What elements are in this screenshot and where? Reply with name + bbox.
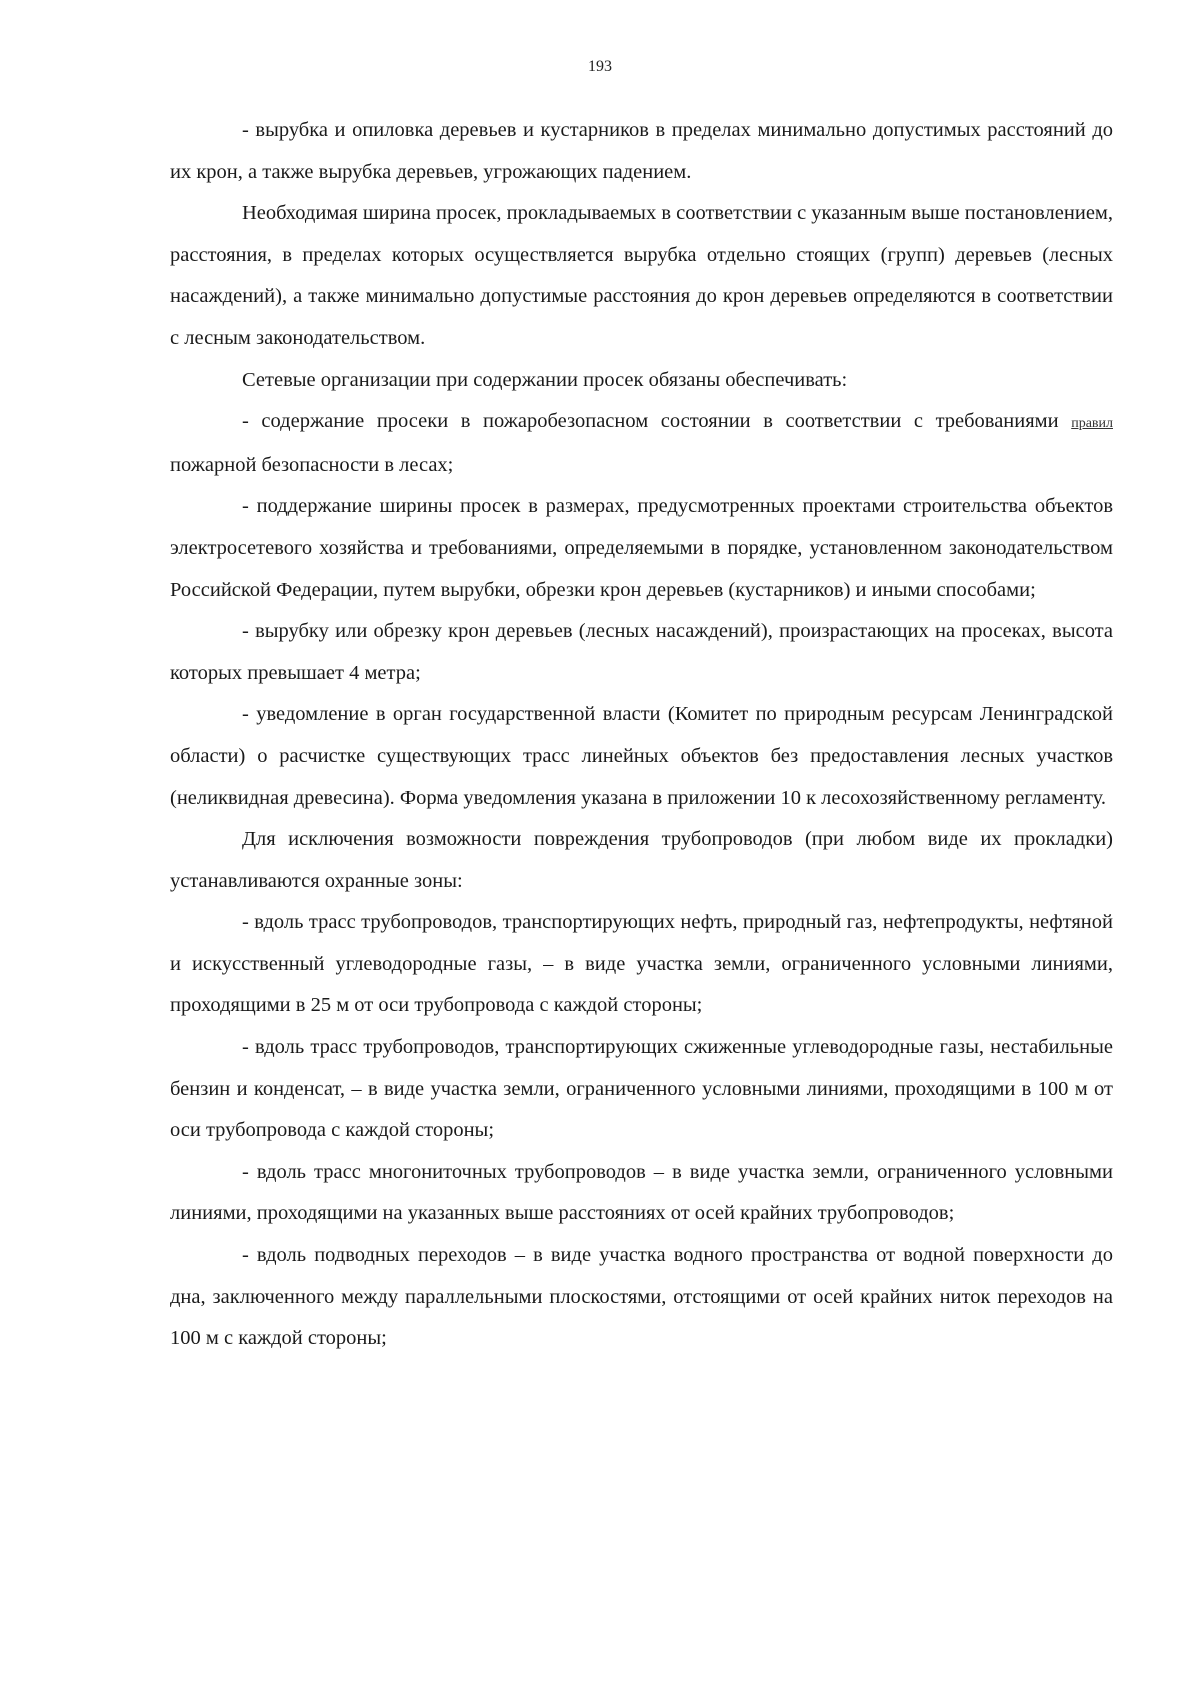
paragraph-oil-gas-pipelines: - вдоль трасс трубопроводов, транспортирующих нефть, природный газ, нефтепродукты, нефтяной и искусственный углеводородные газы, – в виде участка земли, ограниченного условными линиями, проходящими в 25 м от оси трубопровода с каждой стороны; bbox=[170, 911, 1113, 1017]
paragraph-pipeline-protection: Для исключения возможности повреждения трубопроводов (при любом виде их прокладки) устанавливаются охранные зоны: bbox=[170, 828, 1113, 892]
rules-link[interactable]: правил bbox=[1071, 416, 1113, 432]
paragraph-fire-safety bbox=[170, 401, 1113, 486]
paragraph-cutting-trees: - вырубка и опиловка деревьев и кустарников в пределах минимально допустимых расстояний до их крон, а также вырубка деревьев, угрожающих падением. bbox=[170, 119, 1113, 183]
paragraph-liquefied-gas-pipelines: - вдоль трасс трубопроводов, транспортирующих сжиженные углеводородные газы, нестабильные бензин и конденсат, – в виде участка земли, ограниченного условными линиями, проходящими в 100 м от оси трубопровода с каждой стороны; bbox=[170, 1036, 1113, 1142]
paragraph-clearing-maintenance: - поддержание ширины просек в размерах, предусмотренных проектами строительства объектов электросетевого хозяйства и требованиями, определяемыми в порядке, установленном законодательством Российской Федерации, путем вырубки, обрезки крон деревьев (кустарников) и иными способами; bbox=[170, 495, 1113, 601]
fire-safety-text-after: пожарной безопасности в лесах; bbox=[170, 453, 454, 476]
page-number: 193 bbox=[588, 58, 612, 75]
paragraph-underwater-crossings: - вдоль подводных переходов – в виде участка водного пространства от водной поверхности до дна, заключенного между параллельными плоскостями, отстоящими от осей крайних ниток переходов на 100 м с каждой стороны; bbox=[170, 1244, 1113, 1350]
paragraph-tree-cutting-height: - вырубку или обрезку крон деревьев (лесных насаждений), произрастающих на просеках, высота которых превышает 4 метра; bbox=[170, 620, 1113, 684]
paragraph-clearing-width: Необходимая ширина просек, прокладываемых в соответствии с указанным выше постановлением, расстояния, в пределах которых осуществляется вырубка отдельно стоящих (групп) деревьев (лесных насаждений), а также минимально допустимые расстояния до крон деревьев определяются в соответствии с лесным законодательством. bbox=[170, 202, 1114, 349]
fire-safety-text-before: - содержание просеки в пожаробезопасном состоянии в соответствии с требованиями bbox=[242, 410, 1072, 433]
body-text bbox=[170, 110, 1113, 1360]
paragraph-notification: - уведомление в орган государственной власти (Комитет по природным ресурсам Ленинградской области) о расчистке существующих трасс линейных объектов без предоставления лесных участков (неликвидная древесина). Форма уведомления указана в приложении 10 к лесохозяйственному регламенту. bbox=[170, 703, 1113, 809]
paragraph-multiline-pipelines: - вдоль трасс многониточных трубопроводов – в виде участка земли, ограниченного условными линиями, проходящими на указанных выше расстояниях от осей крайних трубопроводов; bbox=[170, 1160, 1113, 1225]
paragraph-network-obligations: Сетевые организации при содержании просек обязаны обеспечивать: bbox=[242, 368, 848, 391]
